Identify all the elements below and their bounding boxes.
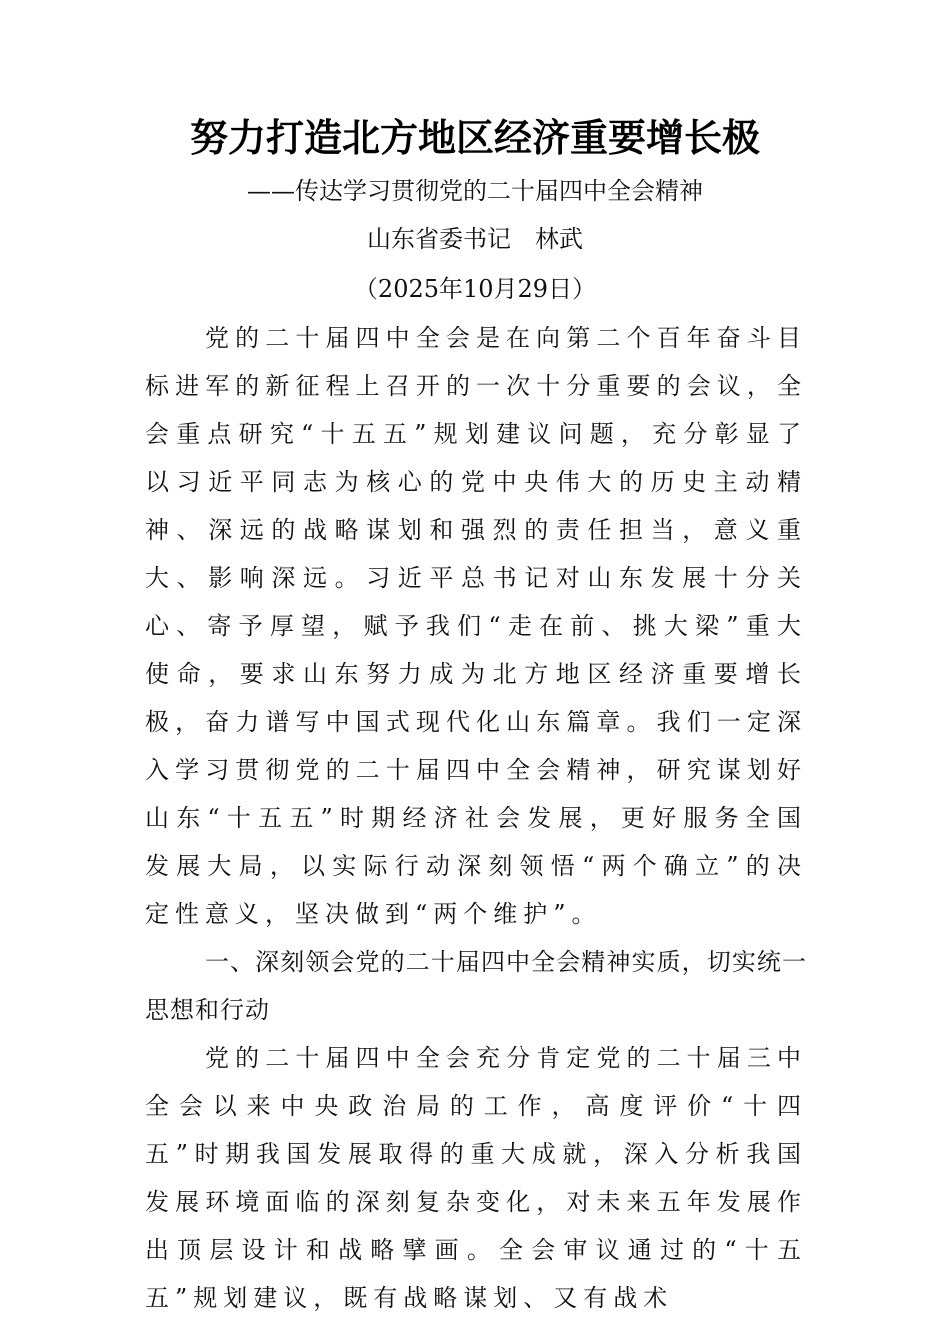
intro-paragraph: 党的二十届四中全会是在向第二个百年奋斗目标进军的新征程上召开的一次十分重要的会议，全会重点研究“十五五”规划建议问题，充分彰显了以习近平同志为核心的党中央伟大的历史主动精神、深远的战略谋划和强烈的责任担当，意义重大、影响深远。习近平总书记对山东发展十分关心、寄予厚望，赋予我们“走在前、挑大梁”重大使命，要求山东努力成为北方地区经济重要增长极，奋力谱写中国式现代化山东篇章。我们一定深入学习贯彻党的二十届四中全会精神，研究谋划好山东“十五五”时期经济社会发展，更好服务全国发展大局，以实际行动深刻领悟“两个确立”的决定性意义，坚决做到“两个维护”。 (145, 324, 807, 928)
document-author: 山东省委书记 林武 (367, 225, 583, 253)
document-body (145, 314, 807, 1322)
document-title: 努力打造北方地区经济重要增长极 (189, 115, 760, 160)
section-paragraph: 党的二十届四中全会充分肯定党的二十届三中全会以来中央政治局的工作，高度评价“十四五”时期我国发展取得的重大成就，深入分析我国发展环境面临的深刻复杂变化，对未来五年发展作出顶层设计和战略擘画。全会审议通过的“十五五”规划建议，既有战略谋划、又有战术 (145, 1044, 807, 1312)
section-heading: 一、深刻领会党的二十届四中全会精神实质，切实统一思想和行动 (145, 948, 807, 1024)
document-date: （2025年10月29日） (353, 275, 597, 303)
document-subtitle: ——传达学习贯彻党的二十届四中全会精神 (247, 177, 703, 205)
